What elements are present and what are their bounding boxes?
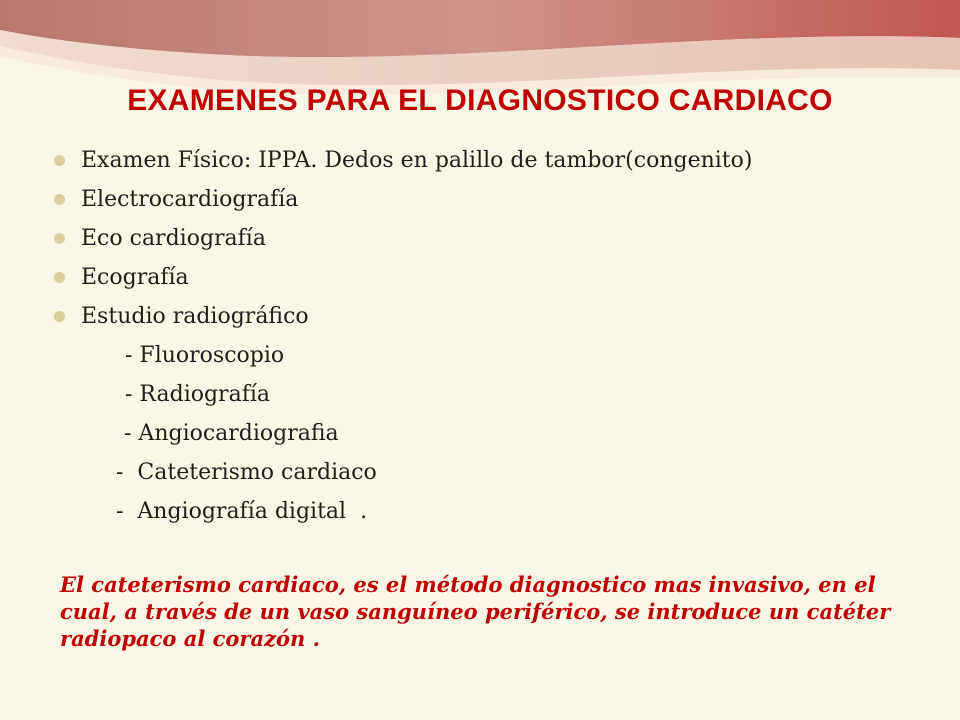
bullet-dot-icon (54, 311, 65, 322)
list-item-text: Electrocardiografía (81, 187, 299, 212)
list-item-text: Eco cardiografía (81, 226, 266, 251)
header-ribbon-decoration (0, 0, 960, 140)
bullet-dot-icon (54, 233, 65, 244)
bullet-dot-icon (54, 155, 65, 166)
sub-item-text: - Radiografía (125, 382, 270, 407)
sub-item-text: - Cateterismo cardiaco (116, 460, 377, 485)
list-item-text: Examen Físico: IPPA. Dedos en palillo de tambor(congenito) (81, 148, 753, 173)
list-item-text: Estudio radiográfico (81, 304, 309, 329)
sub-item-text: - Angiocardiografia (124, 421, 339, 446)
sub-item-text: - Fluoroscopio (125, 343, 285, 368)
catheterism-note: El cateterismo cardiaco, es el método diagnostico mas invasivo, en el cual, a través de un vaso sanguíneo periférico, se introduce un catéter radiopaco al corazón . (60, 572, 891, 651)
bullet-dot-icon (54, 272, 65, 283)
list-item-text: Ecografía (81, 265, 189, 290)
sub-item-text: - Angiografía digital . (116, 499, 368, 524)
slide-title: EXAMENES PARA EL DIAGNOSTICO CARDIACO (127, 84, 833, 117)
bullet-dot-icon (54, 194, 65, 205)
